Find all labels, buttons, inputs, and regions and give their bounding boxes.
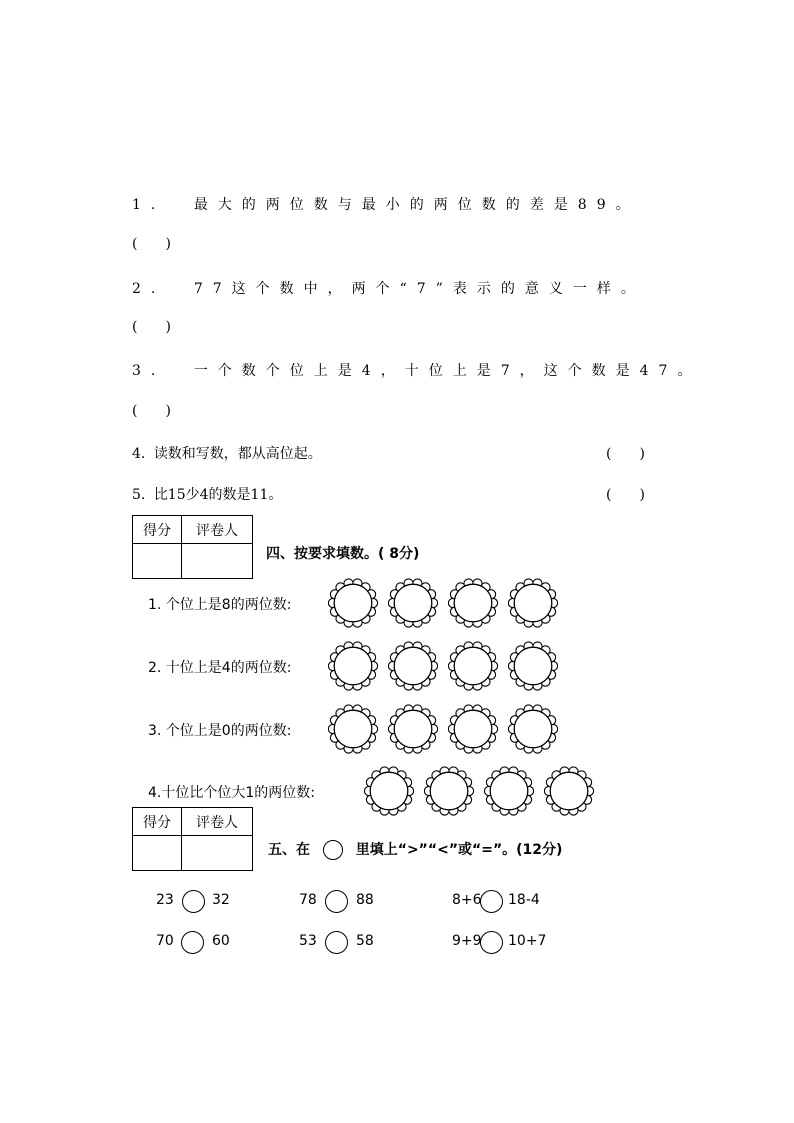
compare-left: 9+9 xyxy=(452,933,482,949)
item-text: 77这个数中，两个“7”表示的意义一样。 xyxy=(193,281,645,297)
flower-answer-blank[interactable] xyxy=(508,704,558,754)
heading-suffix: 里填上“>”“<”或“=”。(12分) xyxy=(355,842,563,858)
score-box xyxy=(132,515,253,579)
compare-circle[interactable] xyxy=(182,890,205,913)
flower-answer-blank[interactable] xyxy=(388,704,438,754)
score-cell[interactable] xyxy=(133,836,182,871)
section-4-heading: 四、按要求填数。( 8分) xyxy=(266,546,420,562)
flower-answer-blank[interactable] xyxy=(484,766,534,816)
flower-answer-blank[interactable] xyxy=(328,704,378,754)
compare-circle[interactable] xyxy=(325,931,348,954)
judgment-item-4 xyxy=(132,443,322,463)
grader-cell[interactable] xyxy=(182,836,253,871)
fill-item-4-label: 4.十位比个位大1的两位数: xyxy=(148,785,315,801)
score-header: 得分 xyxy=(133,808,182,836)
compare-right: 60 xyxy=(212,933,230,949)
flower-answer-blank[interactable] xyxy=(328,578,378,628)
judgment-item-2 xyxy=(132,278,645,298)
flower-answer-blank[interactable] xyxy=(448,578,498,628)
score-box xyxy=(132,807,253,871)
compare-left: 23 xyxy=(156,892,174,908)
flower-answer-blank[interactable] xyxy=(448,704,498,754)
fill-item-1-label: 1. 个位上是8的两位数: xyxy=(148,597,292,613)
heading-prefix: 五、在 xyxy=(268,842,310,858)
flower-answer-blank[interactable] xyxy=(424,766,474,816)
section-5-heading xyxy=(268,839,562,861)
grader-header: 评卷人 xyxy=(182,808,253,836)
answer-parentheses-3[interactable]: ( ) xyxy=(132,403,171,419)
score-cell[interactable] xyxy=(133,544,182,579)
compare-circle[interactable] xyxy=(480,890,503,913)
item-number: 2. xyxy=(132,281,166,297)
grader-cell[interactable] xyxy=(182,544,253,579)
answer-parentheses-2[interactable]: ( ) xyxy=(132,319,171,335)
flower-answer-blank[interactable] xyxy=(448,641,498,691)
flower-answer-blank[interactable] xyxy=(508,578,558,628)
compare-left: 70 xyxy=(156,933,174,949)
compare-left: 8+6 xyxy=(452,892,482,908)
flower-answer-blank[interactable] xyxy=(388,578,438,628)
fill-item-2-label: 2. 十位上是4的两位数: xyxy=(148,660,292,676)
compare-left: 78 xyxy=(299,892,317,908)
item-number: 1. xyxy=(132,197,166,213)
fill-item-3-label: 3. 个位上是0的两位数: xyxy=(148,723,292,739)
compare-left: 53 xyxy=(299,933,317,949)
item-text: 最大的两位数与最小的两位数的差是89。 xyxy=(193,197,640,213)
flower-answer-blank[interactable] xyxy=(328,641,378,691)
flower-answer-blank[interactable] xyxy=(388,641,438,691)
judgment-item-1 xyxy=(132,194,640,214)
item-text: 一个数个位上是4，十位上是7，这个数是47。 xyxy=(193,363,702,379)
flower-answer-blank[interactable] xyxy=(364,766,414,816)
answer-parentheses-5[interactable]: ( ) xyxy=(606,487,645,503)
compare-right: 32 xyxy=(212,892,230,908)
item-number: 5. xyxy=(132,487,146,503)
answer-parentheses-1[interactable]: ( ) xyxy=(132,236,171,252)
compare-circle[interactable] xyxy=(181,931,204,954)
item-number: 3. xyxy=(132,363,166,379)
item-number: 4. xyxy=(132,446,146,462)
compare-right: 18-4 xyxy=(508,892,540,908)
judgment-item-5 xyxy=(132,484,282,504)
compare-right: 88 xyxy=(356,892,374,908)
compare-right: 10+7 xyxy=(508,933,547,949)
judgment-item-3 xyxy=(132,360,701,380)
flower-answer-blank[interactable] xyxy=(544,766,594,816)
flower-answer-blank[interactable] xyxy=(508,641,558,691)
compare-circle[interactable] xyxy=(480,931,503,954)
compare-circle[interactable] xyxy=(325,890,348,913)
item-text: 读数和写数，都从高位起。 xyxy=(153,446,322,462)
answer-parentheses-4[interactable]: ( ) xyxy=(606,446,645,462)
compare-right: 58 xyxy=(356,933,374,949)
item-text: 比15少4的数是11。 xyxy=(153,487,283,503)
score-header: 得分 xyxy=(133,516,182,544)
blank-circle-icon xyxy=(323,840,343,860)
grader-header: 评卷人 xyxy=(182,516,253,544)
